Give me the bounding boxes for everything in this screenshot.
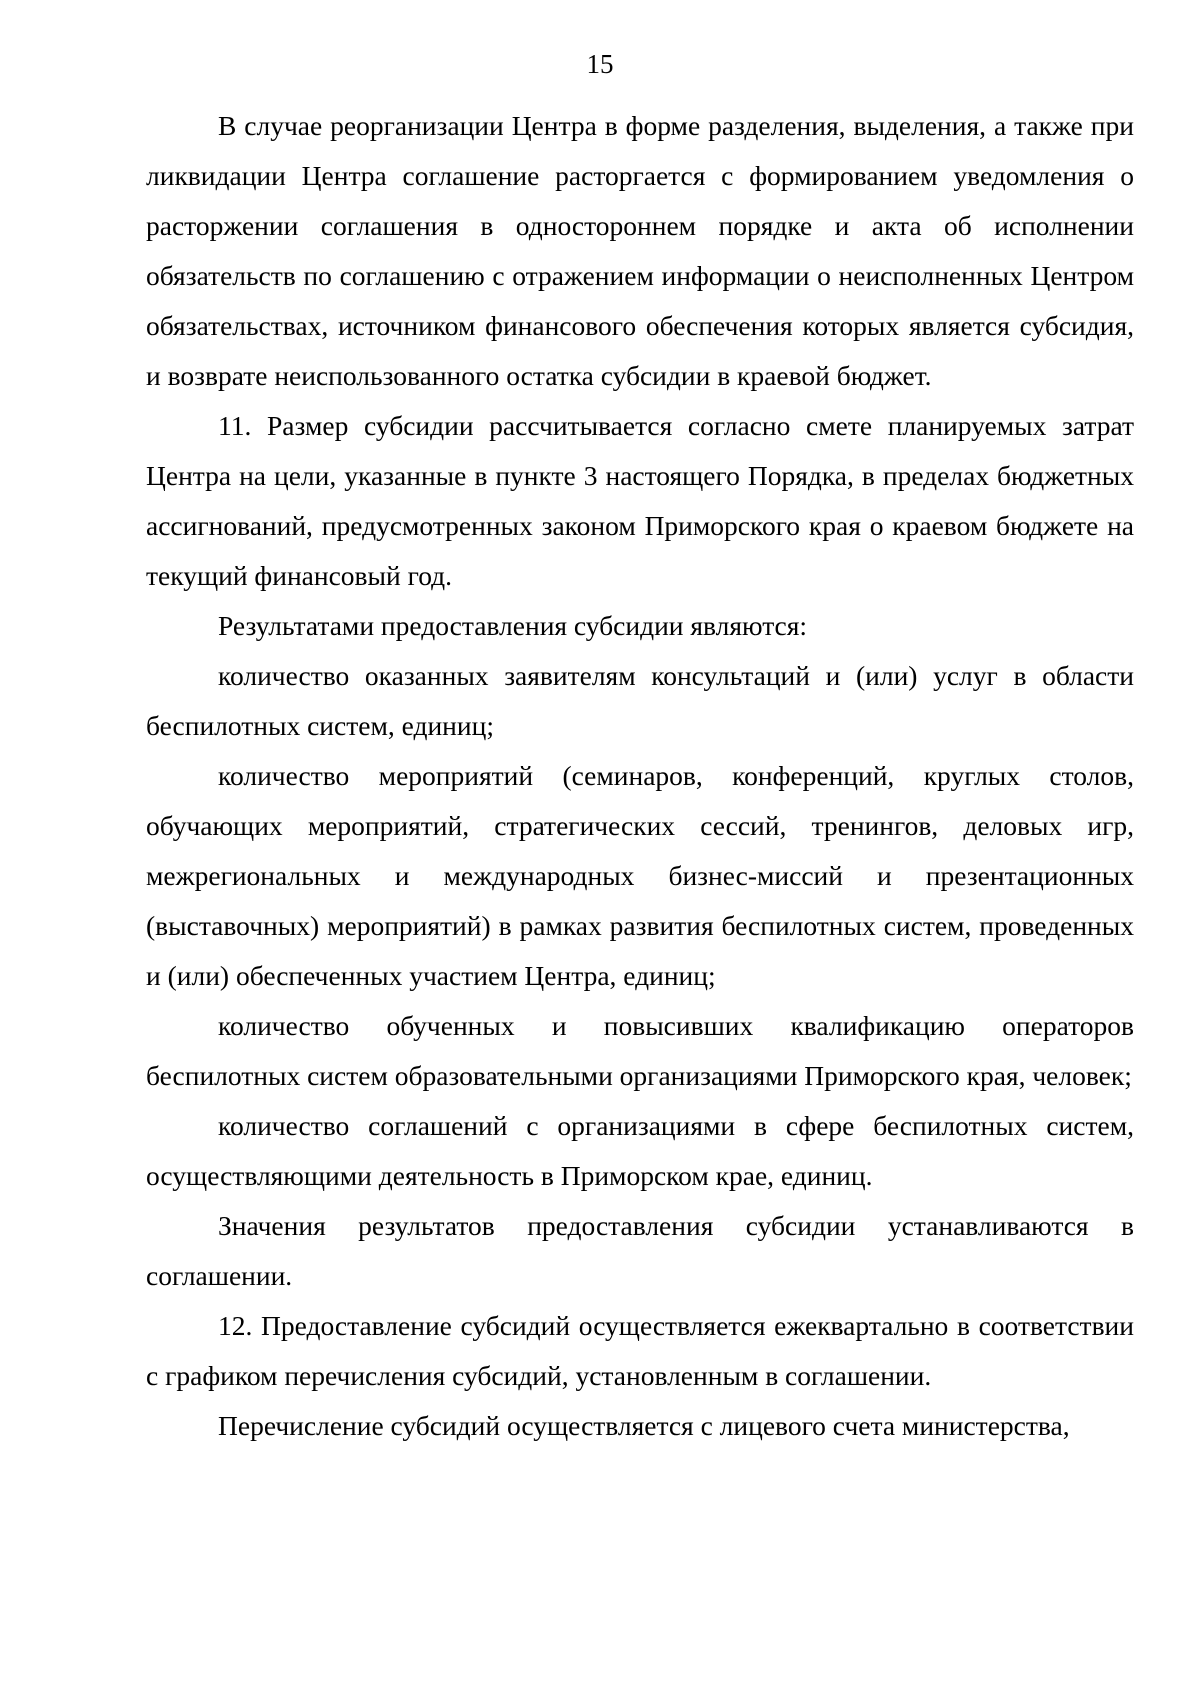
paragraph-result-trained-operators: количество обученных и повысивших квалификацию операторов беспилотных систем образовательными организациями Приморского края, человек; xyxy=(146,1010,1134,1091)
document-body xyxy=(146,101,1134,1451)
paragraph-result-values: Значения результатов предоставления субсидии устанавливаются в соглашении. xyxy=(146,1210,1134,1291)
paragraph-results-intro: Результатами предоставления субсидии являются: xyxy=(218,610,808,641)
paragraph-11-subsidy-size: 11. Размер субсидии рассчитывается согласно смете планируемых затрат Центра на цели, указанные в пункте 3 настоящего Порядка, в пределах бюджетных ассигнований, предусмотренных законом Приморского края о краевом бюджете на текущий финансовый год. xyxy=(146,410,1134,591)
page-number: 15 xyxy=(586,49,614,79)
paragraph-result-consultations: количество оказанных заявителям консультаций и (или) услуг в области беспилотных систем, единиц; xyxy=(146,660,1134,741)
paragraph-12-provision: 12. Предоставление субсидий осуществляется ежеквартально в соответствии с графиком перечисления субсидий, установленным в соглашении. xyxy=(146,1310,1134,1391)
paragraph-result-agreements: количество соглашений с организациями в сфере беспилотных систем, осуществляющими деятельность в Приморском крае, единиц. xyxy=(146,1110,1134,1191)
paragraph-result-events: количество мероприятий (семинаров, конференций, круглых столов, обучающих мероприятий, стратегических сессий, тренингов, деловых игр, межрегиональных и международных бизнес-миссий и презентационных (выставочных) мероприятий) в рамках развития беспилотных систем, проведенных и (или) обеспеченных участием Центра, единиц; xyxy=(146,760,1134,991)
paragraph-transfer: Перечисление субсидий осуществляется с лицевого счета министерства, xyxy=(218,1410,1070,1441)
paragraph-reorganization: В случае реорганизации Центра в форме разделения, выделения, а также при ликвидации Центра соглашение расторгается с формированием уведомления о расторжении соглашения в одностороннем порядке и акта об исполнении обязательств по соглашению с отражением информации о неисполненных Центром обязательствах, источником финансового обеспечения которых является субсидия, и возврате неиспользованного остатка субсидии в краевой бюджет. xyxy=(146,110,1134,391)
